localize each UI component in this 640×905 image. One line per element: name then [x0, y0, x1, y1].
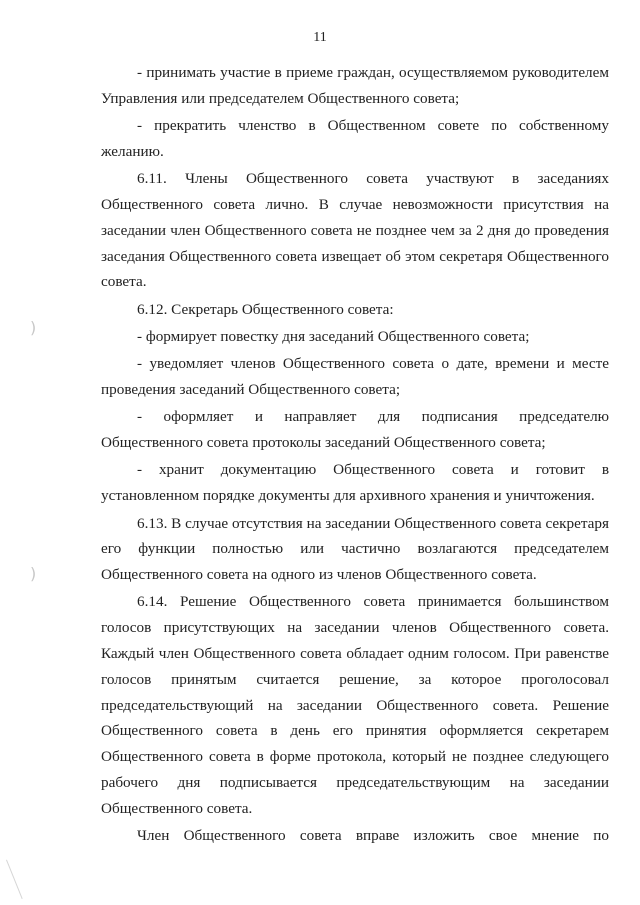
scan-edge-line [6, 860, 23, 899]
paragraph-1: - принимать участие в приеме граждан, осуществляемом руководителем Управления или председателем Общественного совета; [101, 64, 609, 107]
scan-mark: ) [30, 564, 37, 583]
paragraph-11: Член Общественного совета вправе изложить свое мнение по [137, 827, 609, 845]
paragraph-2: - прекратить членство в Общественном совете по собственному желанию. [101, 117, 609, 160]
paragraph-5: - формирует повестку дня заседаний Общественного совета; [137, 327, 530, 345]
paragraph-3: 6.11. Члены Общественного совета участвуют в заседаниях Общественного совета лично. В случае невозможности присутствия на заседании член Общественного совета не позднее чем за 2 дня до проведения заседания Общественного совета извещает об этом секретаря Общественного совета. [101, 170, 609, 291]
paragraph-9: 6.13. В случае отсутствия на заседании Общественного совета секретаря его функции полностью или частично возлагаются председателем Общественного совета на одного из членов Общественного совета. [101, 514, 609, 584]
paragraph-7: - оформляет и направляет для подписания председателю Общественного совета протоколы заседаний Общественного совета; [101, 408, 609, 452]
paragraph-10: 6.14. Решение Общественного совета принимается большинством голосов присутствующих на заседании членов Общественного совета. Каждый член Общественного совета обладает одним голосом. При равенстве голосов принятым считается решение, за которое проголосовал председательствующий на заседании Общественного совета. Решение Общественного совета в день его принятия оформляется секретарем Общественного совета в форме протокола, который не позднее следующего рабочего дня подписывается председательствующим на заседании Общественного совета. [101, 593, 609, 817]
paragraph-4: 6.12. Секретарь Общественного совета: [137, 300, 394, 318]
page-number: 11 [313, 30, 327, 45]
paragraph-8: - хранит документацию Общественного совета и готовит в установленном порядке документы для архивного хранения и уничтожения. [101, 461, 609, 505]
document-body [101, 60, 609, 850]
scan-mark: ) [30, 318, 37, 337]
paragraph-6: - уведомляет членов Общественного совета о дате, времени и месте проведения заседаний Общественного совета; [101, 355, 609, 399]
